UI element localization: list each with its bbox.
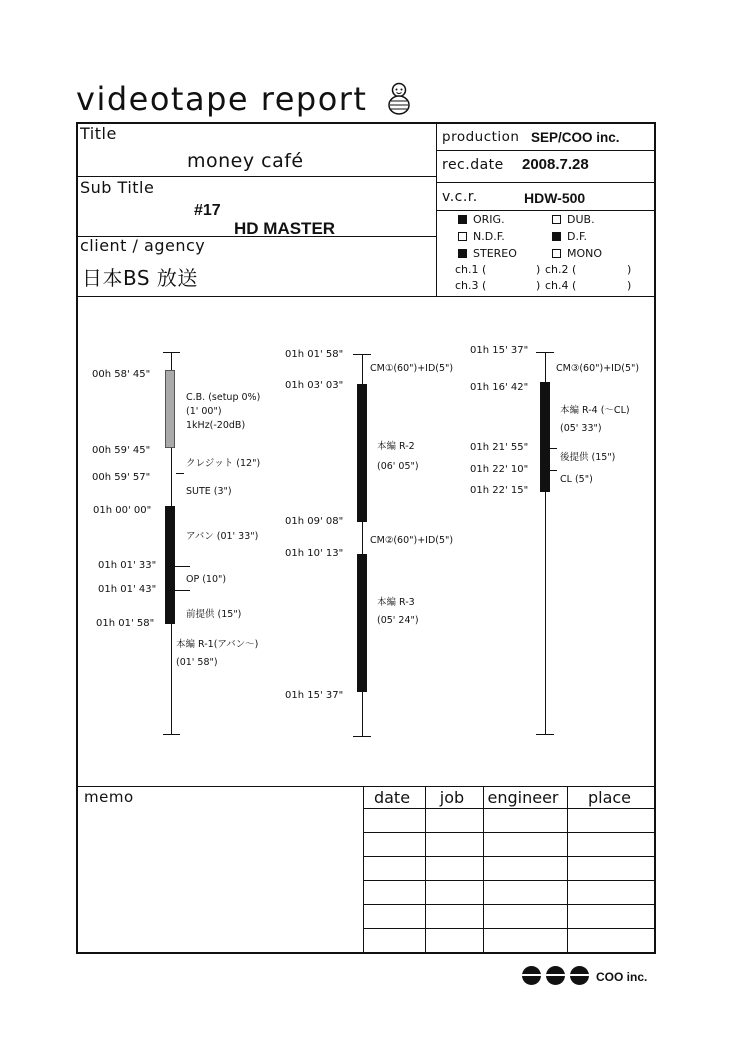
segment-duration: (1' 00") (186, 406, 222, 417)
segment-duration: (06' 05") (377, 461, 419, 472)
segment-main-r3 (357, 554, 367, 692)
timecode: 01h 10' 13" (285, 548, 344, 559)
segment-label: クレジット (12") (186, 458, 261, 469)
channel-4-close: ) (627, 279, 632, 292)
column-header-job: job (439, 788, 465, 807)
timecode: 01h 01' 58" (285, 349, 344, 360)
title-value: money café (187, 150, 304, 172)
option-stereo: STEREO (458, 247, 517, 260)
checkbox-empty-icon (552, 215, 561, 224)
option-dub: DUB. (552, 213, 595, 226)
checkbox-empty-icon (552, 249, 561, 258)
tick (545, 470, 557, 471)
axis-cap (163, 734, 180, 735)
segment-color-bars (165, 370, 175, 448)
segment-main-r1 (165, 506, 175, 624)
segment-label: CM③(60")+ID(5") (556, 363, 640, 374)
grid-row-1 (363, 808, 656, 809)
option-ndf: N.D.F. (458, 230, 505, 243)
segment-label: C.B. (setup 0%) (186, 392, 261, 403)
timecode: 01h 09' 08" (285, 516, 344, 527)
tick (176, 473, 184, 474)
option-df: D.F. (552, 230, 587, 243)
timecode: 01h 22' 10" (470, 464, 529, 475)
segment-main-r2 (357, 384, 367, 522)
checkbox-filled-icon (552, 232, 561, 241)
channel-1-close: ) (536, 263, 541, 276)
timecode: 00h 59' 57" (92, 472, 151, 483)
checkbox-filled-icon (458, 215, 467, 224)
segment-main-r4 (540, 382, 550, 492)
recdate-value: 2008.7.28 (522, 156, 589, 173)
segment-label: CM②(60")+ID(5") (370, 535, 454, 546)
logo-circle-icon (570, 966, 589, 985)
grid-row-2 (363, 832, 656, 833)
subtitle-episode: #17 (194, 202, 221, 219)
channel-1: ch.1 ( (455, 263, 487, 276)
segment-label: CM①(60")+ID(5") (370, 363, 454, 374)
segment-label: 本編 R-1(アバン〜) (176, 639, 259, 650)
channel-2: ch.2 ( (545, 263, 577, 276)
tick (545, 448, 557, 449)
timecode: 01h 22' 15" (470, 485, 529, 496)
channel-4: ch.4 ( (545, 279, 577, 292)
subtitle-value: HD MASTER (234, 219, 336, 238)
column-header-date: date (373, 788, 411, 807)
segment-label: アバン (01' 33") (186, 531, 259, 542)
grid-row-3 (363, 856, 656, 857)
segment-label: 本編 R-3 (377, 597, 415, 608)
segment-duration: (01' 58") (176, 657, 218, 668)
logo-circle-icon (546, 966, 565, 985)
grid-row-6 (363, 928, 656, 929)
subtitle-label: Sub Title (80, 178, 155, 197)
header-bottom (78, 296, 656, 297)
checkbox-empty-icon (458, 232, 467, 241)
production-label: production (442, 129, 520, 145)
channel-3-close: ) (536, 279, 541, 292)
option-mono: MONO (552, 247, 602, 260)
footer-company: COO inc. (596, 970, 648, 984)
segment-detail: 1kHz(-20dB) (186, 420, 246, 431)
baby-mascot-icon (386, 82, 412, 116)
segment-label: CL (5") (560, 474, 593, 485)
memo-top (78, 786, 656, 787)
client-label: client / agency (80, 236, 206, 255)
timecode: 01h 03' 03" (285, 380, 344, 391)
channel-3: ch.3 ( (455, 279, 487, 292)
axis-cap (163, 352, 180, 353)
header-divider-h4 (436, 182, 656, 183)
grid-row-4 (363, 880, 656, 881)
report-title: videotape report (76, 80, 368, 118)
timecode: 01h 15' 37" (285, 690, 344, 701)
title-label: Title (80, 124, 117, 143)
timecode: 01h 16' 42" (470, 382, 529, 393)
column-header-engineer: engineer (487, 788, 559, 807)
channel-2-close: ) (627, 263, 632, 276)
timecode: 01h 00' 00" (93, 505, 152, 516)
column-header-place: place (587, 788, 632, 807)
header-divider-h3 (436, 150, 656, 151)
segment-label: 後提供 (15") (560, 452, 616, 463)
vcr-value: HDW-500 (524, 190, 586, 206)
header-divider-h5 (436, 210, 656, 211)
axis-cap (353, 736, 371, 737)
segment-duration: (05' 33") (560, 423, 602, 434)
logo-circle-icon (522, 966, 541, 985)
timecode: 01h 21' 55" (470, 442, 529, 453)
timecode: 01h 15' 37" (470, 345, 529, 356)
grid-row-5 (363, 904, 656, 905)
recdate-label: rec.date (442, 157, 504, 173)
tick (172, 566, 190, 567)
client-value: 日本BS 放送 (82, 266, 198, 290)
timecode: 01h 01' 58" (96, 618, 155, 629)
segment-label: OP (10") (186, 574, 227, 585)
checkbox-filled-icon (458, 249, 467, 258)
timecode: 01h 01' 33" (98, 560, 157, 571)
timecode: 00h 59' 45" (92, 445, 151, 456)
segment-label: 本編 R-4 (〜CL) (560, 405, 630, 416)
segment-duration: (05' 24") (377, 615, 419, 626)
segment-label: 本編 R-2 (377, 441, 415, 452)
header-divider-h1 (78, 176, 436, 177)
memo-label: memo (84, 788, 134, 806)
segment-label: 前提供 (15") (186, 609, 242, 620)
production-value: SEP/COO inc. (531, 130, 620, 145)
timecode: 01h 01' 43" (98, 584, 157, 595)
tick (172, 590, 190, 591)
axis-cap (536, 352, 554, 353)
axis-cap (353, 354, 371, 355)
segment-label: SUTE (3") (186, 486, 232, 497)
timecode: 00h 58' 45" (92, 369, 151, 380)
axis-cap (536, 734, 554, 735)
option-orig: ORIG. (458, 213, 505, 226)
vcr-label: v.c.r. (442, 189, 478, 205)
